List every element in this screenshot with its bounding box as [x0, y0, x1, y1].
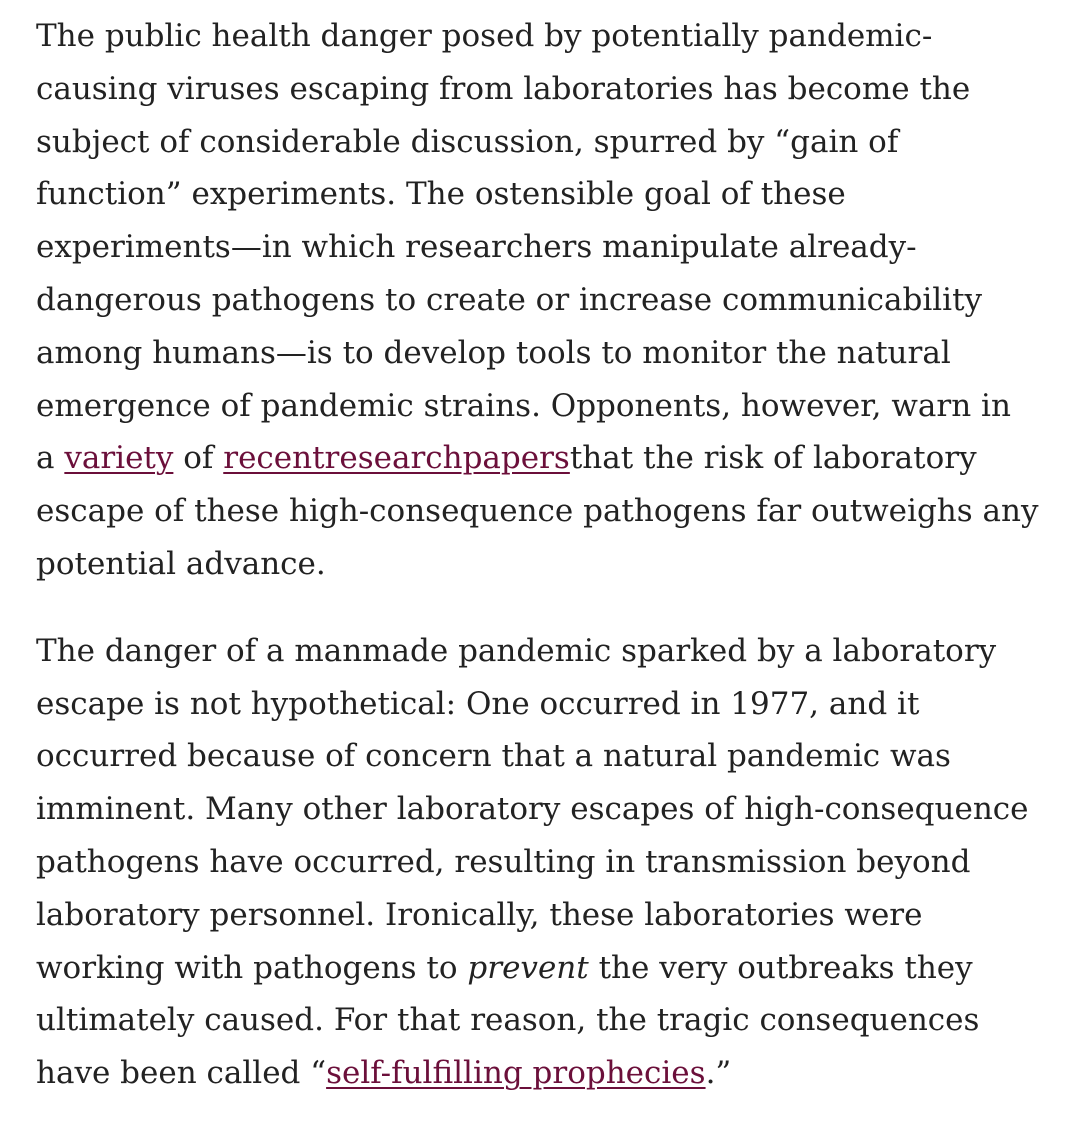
text-line: The public health danger posed by potentially pandemic- — [36, 18, 933, 54]
text-fragment: of — [173, 440, 224, 477]
text-line: function” experiments. The ostensible goal of these — [36, 176, 846, 213]
variety-link[interactable]: variety — [64, 440, 174, 477]
text-fragment: a — [36, 440, 65, 477]
text-line: potential advance. — [36, 545, 326, 582]
text-line: The danger of a manmade pandemic sparked by a laboratory — [36, 632, 997, 669]
text-line: imminent. Many other laboratory escapes of high-consequence — [36, 791, 1029, 828]
text-line: ultimately caused. For that reason, the tragic consequences — [36, 1002, 980, 1039]
text-line-with-link — [36, 1047, 1046, 1100]
paragraph-lab-escape-danger — [36, 10, 1046, 591]
emphasis-prevent: prevent — [467, 949, 589, 986]
text-line: emergence of pandemic strains. Opponents, however, warn in — [36, 387, 1011, 424]
text-fragment: the very outbreaks they — [588, 949, 973, 986]
text-line: laboratory personnel. Ironically, these laboratories were — [36, 896, 923, 933]
text-line-with-emphasis — [36, 942, 1046, 995]
self-fulfilling-prophecies-link[interactable]: self-fulfilling prophecies — [326, 1055, 706, 1092]
article-body — [36, 10, 1046, 1100]
text-line: dangerous pathogens to create or increase communicability — [36, 281, 983, 318]
text-fragment: that the risk of laboratory — [569, 440, 977, 477]
paragraph-manmade-pandemic — [36, 625, 1046, 1100]
text-fragment: working with pathogens to — [36, 949, 468, 986]
recent-research-papers-link[interactable]: recentresearchpapers — [223, 440, 570, 477]
text-line: subject of considerable discussion, spurred by “gain of — [36, 123, 899, 160]
text-fragment: .” — [705, 1055, 732, 1092]
text-line: occurred because of concern that a natural pandemic was — [36, 738, 951, 775]
text-line: among humans—is to develop tools to monitor the natural — [36, 334, 951, 371]
text-line: causing viruses escaping from laboratories has become the — [36, 70, 971, 107]
text-line-with-links — [36, 432, 1046, 485]
text-line: escape is not hypothetical: One occurred in 1977, and it — [36, 685, 920, 722]
text-line: experiments—in which researchers manipulate already- — [36, 229, 917, 266]
text-line: pathogens have occurred, resulting in transmission beyond — [36, 843, 971, 880]
text-fragment: have been called “ — [36, 1055, 327, 1092]
text-line: escape of these high-consequence pathogens far outweighs any — [36, 493, 1039, 530]
